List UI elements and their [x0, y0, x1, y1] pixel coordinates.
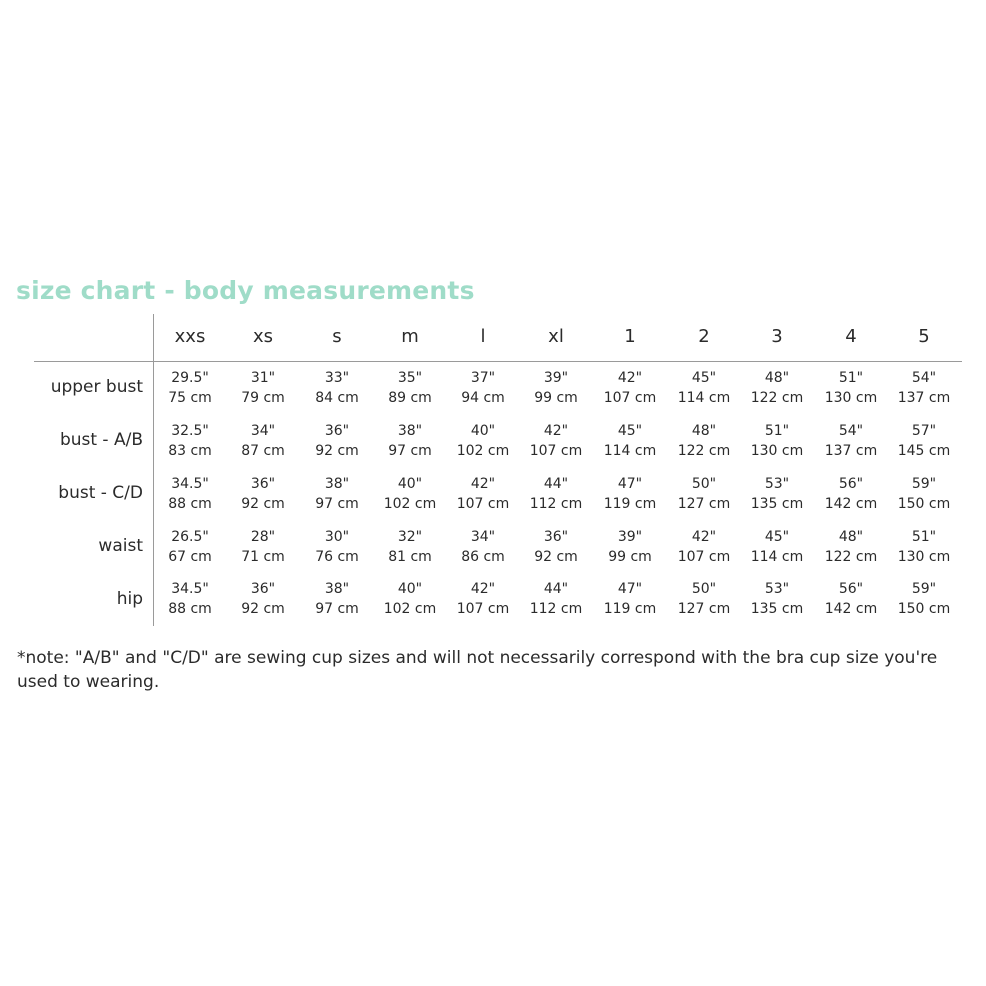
cell-centimeters: 102 cm	[383, 496, 437, 512]
cell-inches: 38"	[397, 423, 423, 439]
cell-inches: 51"	[911, 529, 937, 545]
table-cell	[593, 368, 667, 408]
cell-inches: 57"	[911, 423, 937, 439]
row-label: bust - C/D	[58, 483, 143, 503]
size-header-3: 3	[771, 326, 783, 347]
cell-inches: 51"	[838, 370, 864, 386]
table-cell	[446, 474, 520, 514]
cell-inches: 35"	[397, 370, 423, 386]
table-cell	[887, 421, 961, 461]
cell-centimeters: 75 cm	[168, 390, 212, 406]
cell-inches: 31"	[250, 370, 276, 386]
cell-centimeters: 122 cm	[750, 390, 804, 406]
cell-inches: 34"	[250, 423, 276, 439]
table-cell	[814, 579, 888, 619]
table-cell	[667, 474, 741, 514]
cell-centimeters: 142 cm	[824, 601, 878, 617]
cell-centimeters: 142 cm	[824, 496, 878, 512]
cell-centimeters: 107 cm	[529, 443, 583, 459]
size-header-xs: xs	[252, 326, 274, 347]
cell-inches: 48"	[764, 370, 790, 386]
cell-inches: 38"	[324, 581, 350, 597]
cell-centimeters: 137 cm	[824, 443, 878, 459]
cell-inches: 29.5"	[171, 370, 209, 386]
cell-centimeters: 97 cm	[315, 601, 359, 617]
cell-inches: 34.5"	[171, 476, 209, 492]
table-cell	[519, 527, 593, 567]
cell-centimeters: 76 cm	[315, 549, 359, 565]
cell-inches: 56"	[838, 476, 864, 492]
cell-inches: 48"	[838, 529, 864, 545]
table-cell	[153, 368, 227, 408]
cell-centimeters: 114 cm	[603, 443, 657, 459]
table-cell	[300, 421, 374, 461]
table-cell	[300, 579, 374, 619]
cell-centimeters: 92 cm	[241, 601, 285, 617]
cell-centimeters: 107 cm	[456, 496, 510, 512]
table-cell	[667, 368, 741, 408]
size-header-l: l	[480, 326, 486, 347]
cell-centimeters: 130 cm	[897, 549, 951, 565]
cell-centimeters: 83 cm	[168, 443, 212, 459]
cell-inches: 36"	[250, 476, 276, 492]
table-cell	[593, 527, 667, 567]
cell-inches: 34.5"	[171, 581, 209, 597]
cell-inches: 36"	[324, 423, 350, 439]
table-cell	[740, 421, 814, 461]
cell-inches: 39"	[617, 529, 643, 545]
cell-centimeters: 114 cm	[677, 390, 731, 406]
row-label: bust - A/B	[59, 430, 143, 450]
table-cell	[226, 421, 300, 461]
table-cell	[814, 527, 888, 567]
cell-centimeters: 107 cm	[603, 390, 657, 406]
table-cell	[740, 527, 814, 567]
table-cell	[226, 579, 300, 619]
table-cell	[373, 579, 447, 619]
size-header-2: 2	[698, 326, 710, 347]
cell-inches: 40"	[470, 423, 496, 439]
table-cell	[814, 421, 888, 461]
cell-inches: 36"	[543, 529, 569, 545]
cell-centimeters: 81 cm	[388, 549, 432, 565]
table-cell	[373, 368, 447, 408]
cell-centimeters: 150 cm	[897, 496, 951, 512]
cell-centimeters: 119 cm	[603, 601, 657, 617]
cell-centimeters: 122 cm	[824, 549, 878, 565]
size-header-xxs: xxs	[174, 326, 206, 347]
cell-inches: 37"	[470, 370, 496, 386]
table-cell	[226, 368, 300, 408]
cell-centimeters: 122 cm	[677, 443, 731, 459]
cell-centimeters: 130 cm	[750, 443, 804, 459]
cell-centimeters: 92 cm	[315, 443, 359, 459]
footnote: *note: "A/B" and "C/D" are sewing cup sizes and will not necessarily correspond with the bra cup size you're used to wearing.	[17, 648, 938, 692]
cell-centimeters: 71 cm	[241, 549, 285, 565]
table-cell	[887, 474, 961, 514]
table-cell	[887, 527, 961, 567]
page-title: size chart - body measurements	[16, 276, 475, 305]
cell-inches: 39"	[543, 370, 569, 386]
cell-centimeters: 67 cm	[168, 549, 212, 565]
table-cell	[446, 527, 520, 567]
cell-centimeters: 87 cm	[241, 443, 285, 459]
table-cell	[814, 474, 888, 514]
cell-centimeters: 127 cm	[677, 496, 731, 512]
row-label: waist	[98, 536, 143, 556]
table-cell	[519, 474, 593, 514]
size-header-xl: xl	[548, 326, 564, 347]
cell-centimeters: 88 cm	[168, 601, 212, 617]
cell-centimeters: 92 cm	[534, 549, 578, 565]
cell-centimeters: 88 cm	[168, 496, 212, 512]
cell-centimeters: 92 cm	[241, 496, 285, 512]
cell-centimeters: 97 cm	[388, 443, 432, 459]
cell-centimeters: 119 cm	[603, 496, 657, 512]
size-header-4: 4	[845, 326, 857, 347]
table-cell	[226, 474, 300, 514]
table-cell	[153, 421, 227, 461]
table-cell	[446, 368, 520, 408]
cell-inches: 28"	[250, 529, 276, 545]
table-cell	[446, 579, 520, 619]
size-header-5: 5	[918, 326, 930, 347]
cell-inches: 42"	[470, 581, 496, 597]
table-cell	[446, 421, 520, 461]
cell-inches: 34"	[470, 529, 496, 545]
table-cell	[300, 474, 374, 514]
table-cell	[667, 579, 741, 619]
cell-inches: 45"	[764, 529, 790, 545]
cell-inches: 32.5"	[171, 423, 209, 439]
cell-inches: 59"	[911, 581, 937, 597]
size-header-1: 1	[624, 326, 636, 347]
table-cell	[887, 368, 961, 408]
table-cell	[373, 527, 447, 567]
size-header-m: m	[401, 326, 419, 347]
cell-inches: 40"	[397, 476, 423, 492]
cell-centimeters: 114 cm	[750, 549, 804, 565]
table-cell	[226, 527, 300, 567]
cell-centimeters: 137 cm	[897, 390, 951, 406]
cell-inches: 54"	[838, 423, 864, 439]
cell-centimeters: 135 cm	[750, 496, 804, 512]
size-header-s: s	[332, 326, 342, 347]
cell-inches: 42"	[470, 476, 496, 492]
table-cell	[153, 579, 227, 619]
cell-inches: 45"	[691, 370, 717, 386]
cell-centimeters: 135 cm	[750, 601, 804, 617]
cell-centimeters: 97 cm	[315, 496, 359, 512]
cell-centimeters: 107 cm	[456, 601, 510, 617]
cell-inches: 53"	[764, 476, 790, 492]
table-cell	[519, 579, 593, 619]
cell-inches: 30"	[324, 529, 350, 545]
table-cell	[300, 527, 374, 567]
cell-centimeters: 112 cm	[529, 601, 583, 617]
cell-centimeters: 150 cm	[897, 601, 951, 617]
cell-centimeters: 84 cm	[315, 390, 359, 406]
cell-inches: 36"	[250, 581, 276, 597]
cell-inches: 26.5"	[171, 529, 209, 545]
cell-centimeters: 102 cm	[456, 443, 510, 459]
cell-centimeters: 89 cm	[388, 390, 432, 406]
cell-centimeters: 102 cm	[383, 601, 437, 617]
table-cell	[300, 368, 374, 408]
table-cell	[740, 368, 814, 408]
table-cell	[740, 474, 814, 514]
table-cell	[373, 474, 447, 514]
table-cell	[593, 421, 667, 461]
cell-inches: 48"	[691, 423, 717, 439]
cell-inches: 51"	[764, 423, 790, 439]
cell-inches: 47"	[617, 581, 643, 597]
cell-centimeters: 130 cm	[824, 390, 878, 406]
cell-inches: 40"	[397, 581, 423, 597]
cell-inches: 53"	[764, 581, 790, 597]
cell-centimeters: 112 cm	[529, 496, 583, 512]
cell-inches: 44"	[543, 581, 569, 597]
table-cell	[814, 368, 888, 408]
table-header-divider	[34, 361, 962, 362]
cell-centimeters: 79 cm	[241, 390, 285, 406]
cell-inches: 54"	[911, 370, 937, 386]
cell-centimeters: 94 cm	[461, 390, 505, 406]
table-cell	[153, 474, 227, 514]
cell-inches: 38"	[324, 476, 350, 492]
cell-centimeters: 86 cm	[461, 549, 505, 565]
table-cell	[373, 421, 447, 461]
table-cell	[887, 579, 961, 619]
cell-inches: 42"	[691, 529, 717, 545]
table-cell	[153, 527, 227, 567]
cell-inches: 42"	[617, 370, 643, 386]
table-cell	[740, 579, 814, 619]
cell-inches: 42"	[543, 423, 569, 439]
cell-centimeters: 145 cm	[897, 443, 951, 459]
cell-centimeters: 99 cm	[534, 390, 578, 406]
cell-inches: 33"	[324, 370, 350, 386]
cell-inches: 32"	[397, 529, 423, 545]
cell-inches: 50"	[691, 476, 717, 492]
cell-centimeters: 107 cm	[677, 549, 731, 565]
table-cell	[667, 421, 741, 461]
table-cell	[667, 527, 741, 567]
table-cell	[519, 368, 593, 408]
table-cell	[593, 579, 667, 619]
cell-inches: 47"	[617, 476, 643, 492]
cell-centimeters: 99 cm	[608, 549, 652, 565]
table-cell	[593, 474, 667, 514]
cell-centimeters: 127 cm	[677, 601, 731, 617]
table-cell	[519, 421, 593, 461]
cell-inches: 44"	[543, 476, 569, 492]
row-label: upper bust	[50, 377, 143, 397]
cell-inches: 56"	[838, 581, 864, 597]
cell-inches: 45"	[617, 423, 643, 439]
cell-inches: 59"	[911, 476, 937, 492]
row-label: hip	[116, 589, 143, 609]
cell-inches: 50"	[691, 581, 717, 597]
